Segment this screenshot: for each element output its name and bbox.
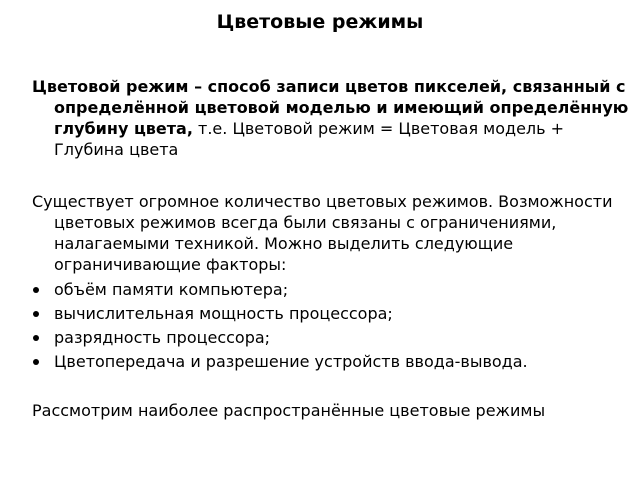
factor-text: объём памяти компьютера; bbox=[54, 280, 289, 299]
list-item bbox=[32, 278, 612, 302]
definition-paragraph bbox=[32, 76, 634, 160]
definition-bold-text: Цветовой режим – способ записи цветов пикселей, связанный с определённой цветовой моделью и имеющий определённую глубину цвета, bbox=[32, 77, 629, 138]
definition-normal-text: т.е. Цветовой режим = Цветовая модель + Глубина цвета bbox=[54, 119, 565, 159]
list-item bbox=[32, 326, 612, 350]
factors-list bbox=[32, 278, 612, 374]
list-item bbox=[32, 302, 612, 326]
slide-title: Цветовые режимы bbox=[216, 11, 424, 33]
bullet-icon bbox=[33, 335, 39, 341]
factor-text: разрядность процессора; bbox=[54, 328, 271, 347]
factor-text: вычислительная мощность процессора; bbox=[54, 304, 393, 323]
bullet-icon bbox=[33, 287, 39, 293]
bullet-icon bbox=[33, 311, 39, 317]
factor-text: Цветопередача и разрешение устройств ввода-вывода. bbox=[54, 352, 528, 371]
conclusion-text: Рассмотрим наиболее распространённые цветовые режимы bbox=[32, 401, 546, 420]
list-item bbox=[32, 350, 612, 374]
intro-paragraph: Существует огромное количество цветовых режимов. Возможности цветовых режимов всегда были связаны с ограничениями, налагаемыми техникой. Можно выделить следующие ограничивающие факторы: bbox=[32, 192, 613, 274]
bullet-icon bbox=[33, 359, 39, 365]
